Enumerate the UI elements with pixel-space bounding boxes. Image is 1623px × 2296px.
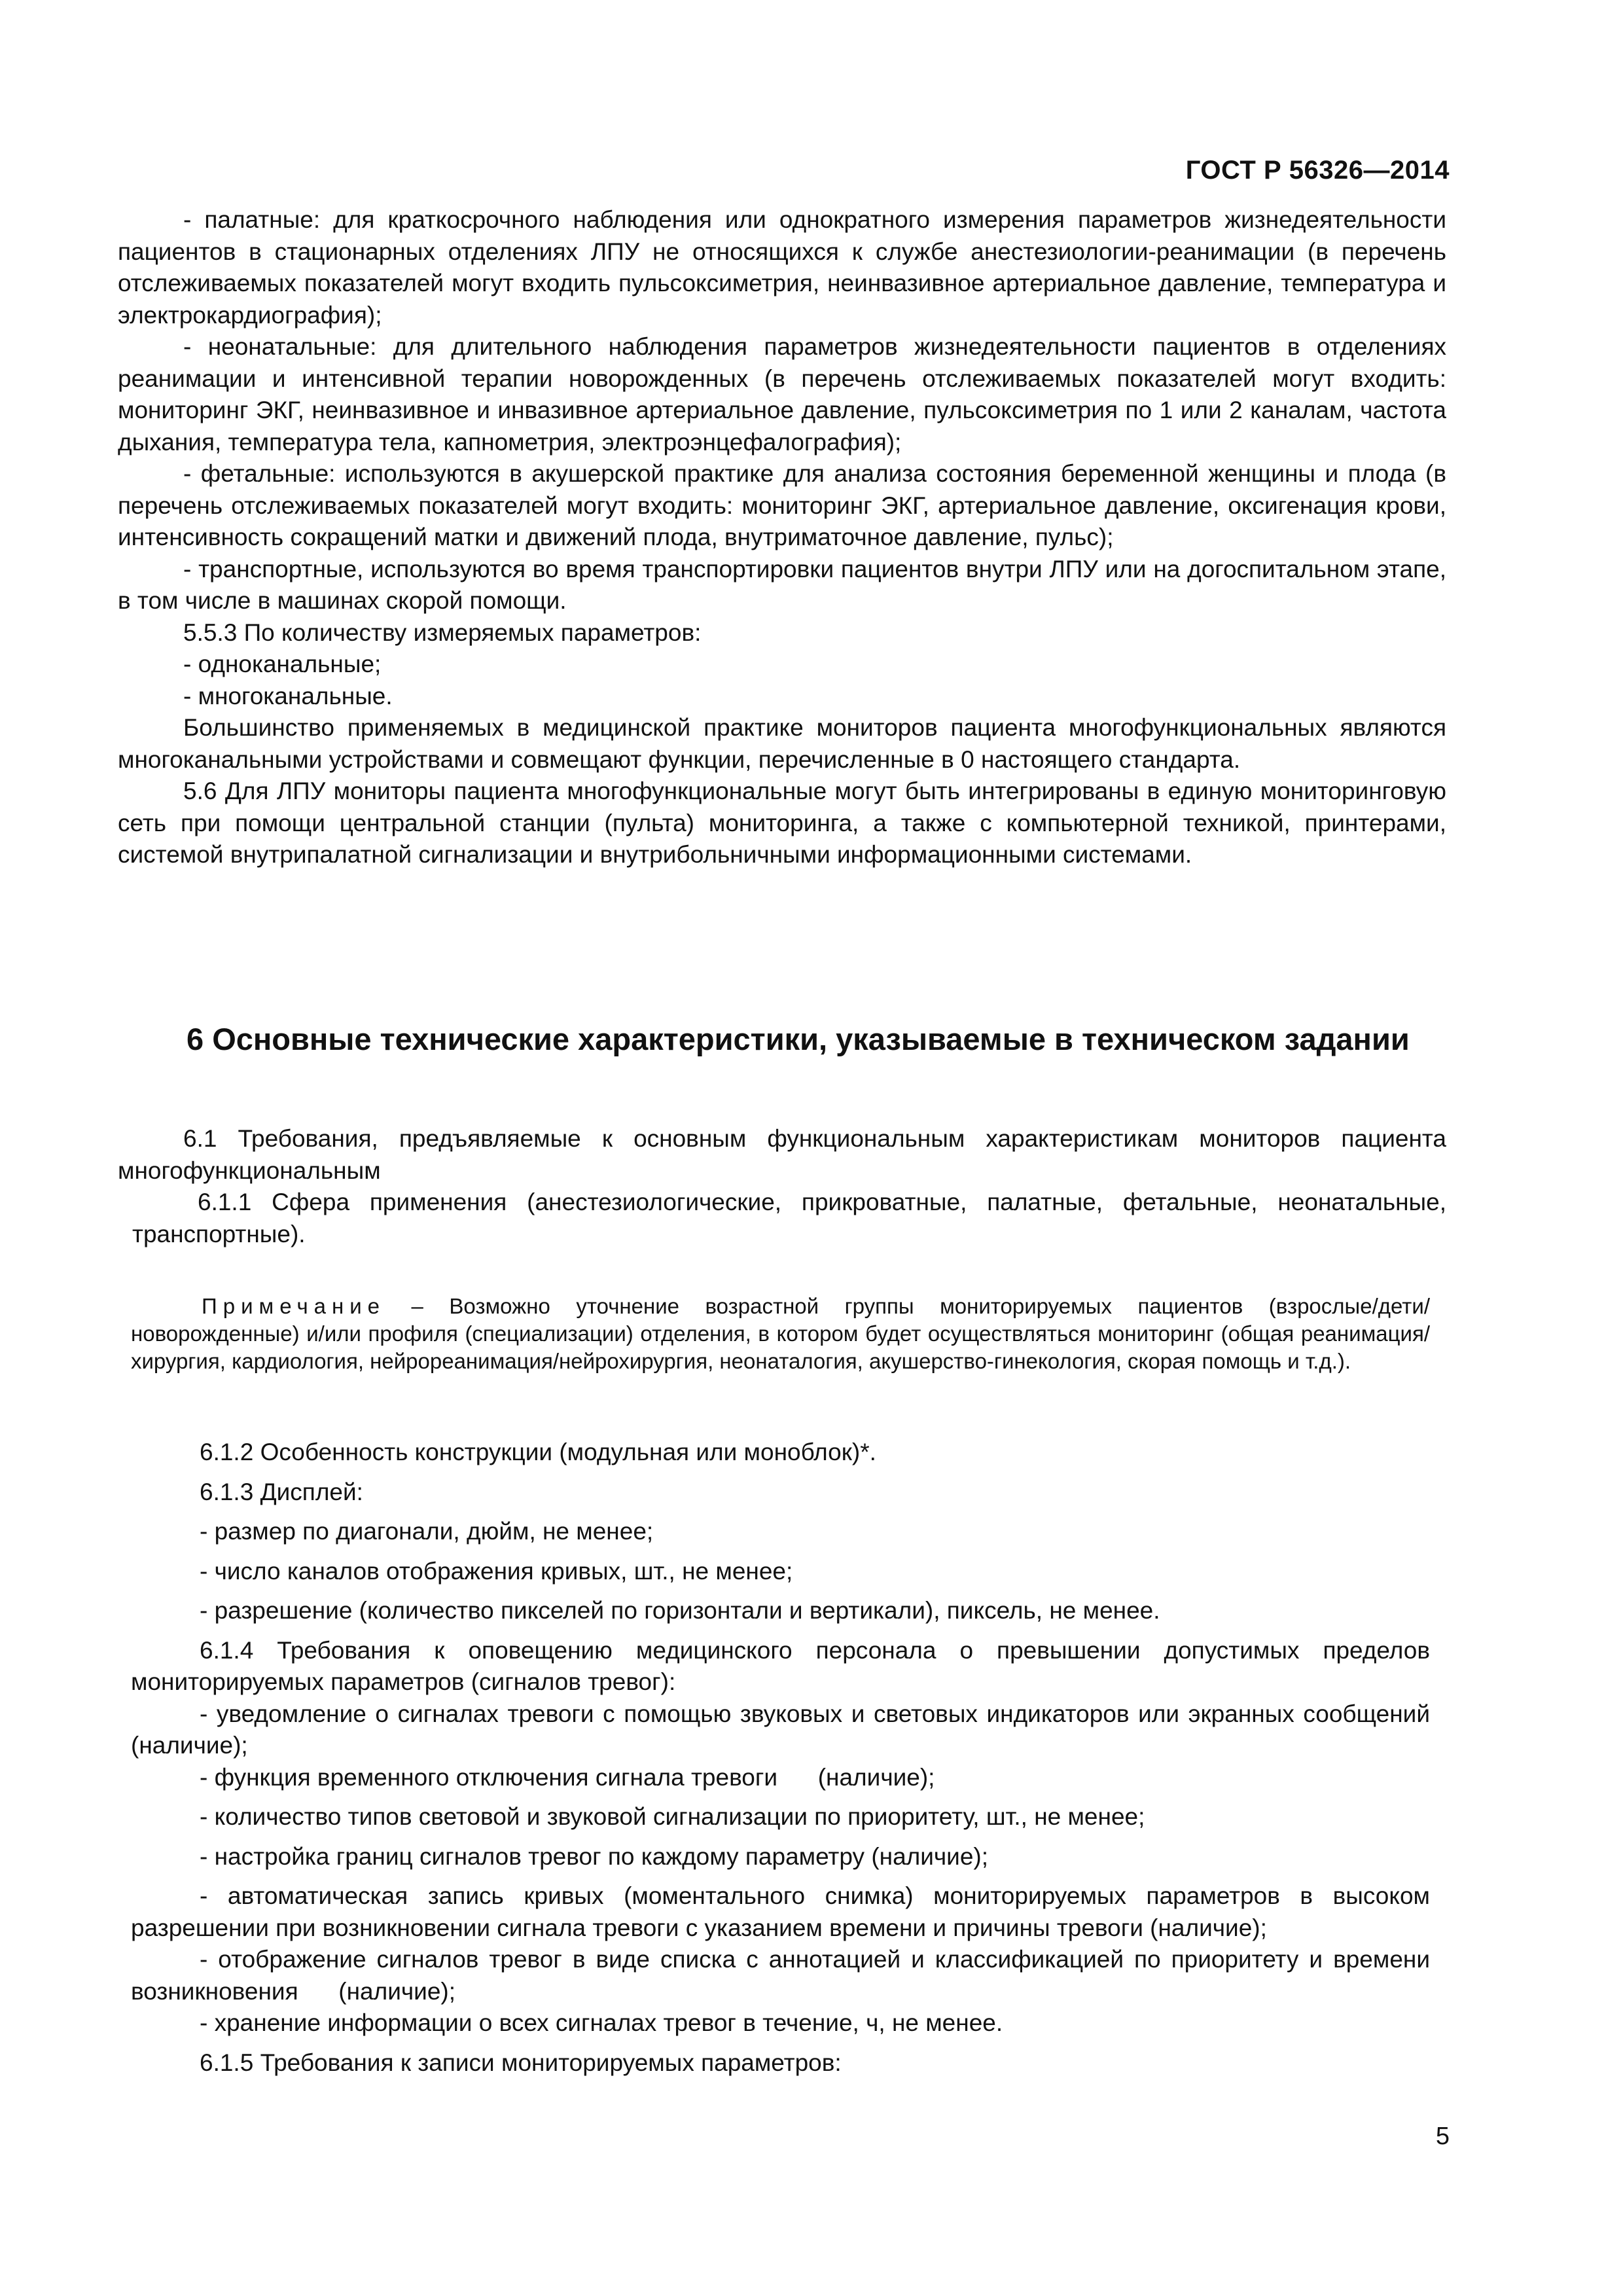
paragraph-6-1: 6.1 Требования, предъявляемые к основным функциональным характеристикам мониторов пациента многофункциональным (118, 1125, 1446, 1184)
paragraph-majority-monitors: Большинство применяемых в медицинской практике мониторов пациента многофункциональных являются многоканальными устройствами и совмещают функции, перечисленные в 0 настоящего стандарта. (118, 714, 1446, 773)
section-5-text (118, 204, 1446, 871)
list-item-alarm-list: - отображение сигналов тревог в виде списка с аннотацией и классификацией по приоритету и времени возникновения (наличие); (131, 1946, 1437, 2005)
note-block (131, 1293, 1430, 1375)
paragraph-5-6: 5.6 Для ЛПУ мониторы пациента многофункциональные могут быть интегрированы в единую мониторинговую сеть при помощи центральной станции (пульта) мониторинга, а также с компьютерной техникой, принтерами, системой внутрипалатной сигнализации и внутрибольничными информационными системами. (118, 778, 1446, 868)
list-item-display-resolution: - разрешение (количество пикселей по горизонтали и вертикали), пиксель, не менее. (200, 1597, 1160, 1624)
paragraph-6-1-3: 6.1.3 Дисплей: (200, 1478, 363, 1505)
note-text: – Возможно уточнение возрастной группы мониторируемых пациентов (взрослые/дети/новорожденные) и/или профиля (специализации) отделения, в котором будет осуществляться мониторинг (общая реанимация/хирургия, кардиология, нейрореанимация/нейрохирургия, неонаталогия, акушерство-гинекология, скорая помощь и т.д.). (131, 1294, 1430, 1373)
section-6-heading: 6 Основные технические характеристики, указываемые в техническом задании (187, 1022, 1410, 1056)
paragraph-fetalnye: - фетальные: используются в акушерской практике для анализа состояния беременной женщины и плода (в перечень отслеживаемых показателей могут входить: мониторинг ЭКГ, артериальное давление, оксигенация крови, интенсивность сокращений матки и движений плода, внутриматочное давление, пульс); (118, 460, 1446, 550)
paragraph-6-1-2: 6.1.2 Особенность конструкции (модульная или моноблок)*. (200, 1439, 876, 1465)
list-item-display-diagonal: - размер по диагонали, дюйм, не менее; (200, 1518, 654, 1545)
page-number: 5 (1435, 2123, 1450, 2150)
paragraph-6-1-1: 6.1.1 Сфера применения (анестезиологические, прикроватные, палатные, фетальные, неонатальные, транспортные). (132, 1189, 1446, 1247)
list-item-alarm-snapshot: - автоматическая запись кривых (моментального снимка) мониторируемых параметров в высоком разрешении при возникновении сигнала тревоги с указанием времени и причины тревоги (наличие); (131, 1882, 1430, 1941)
list-item-display-channels: - число каналов отображения кривых, шт., не менее; (200, 1557, 793, 1585)
section-6-items (131, 1437, 1437, 2087)
list-item-alarm-storage: - хранение информации о всех сигналах тревог в течение, ч, не менее. (200, 2009, 1003, 2036)
list-item-alarm-notification: - уведомление о сигналах тревоги с помощью звуковых и световых индикаторов или экранных сообщений (наличие); (131, 1700, 1430, 1759)
document-number-header: ГОСТ Р 56326—2014 (1185, 156, 1450, 185)
paragraph-5-5-3: 5.5.3 По количеству измеряемых параметров: (183, 619, 702, 646)
list-item-alarm-priority-types: - количество типов световой и звуковой сигнализации по приоритету, шт., не менее; (200, 1803, 1145, 1830)
list-item-single-channel: - одноканальные; (183, 651, 382, 677)
section-6-intro (118, 1123, 1446, 1250)
paragraph-transportnye: - транспортные, используются во время транспортировки пациентов внутри ЛПУ или на догоспитальном этапе, в том числе в машинах скорой помощи. (118, 555, 1446, 614)
list-item-alarm-mute: - функция временного отключения сигнала тревоги (наличие); (200, 1763, 935, 1791)
paragraph-6-1-4: 6.1.4 Требования к оповещению медицинского персонала о превышении допустимых пределов мониторируемых параметров (сигналов тревог): (131, 1636, 1430, 1695)
note-label: Примечание (202, 1294, 386, 1318)
paragraph-6-1-5: 6.1.5 Требования к записи мониторируемых параметров: (200, 2049, 842, 2076)
paragraph-palatnye: - палатные: для краткосрочного наблюдения или однократного измерения параметров жизнедеятельности пациентов в стационарных отделениях ЛПУ не относящихся к службе анестезиологии-реанимации (в перечень отслеживаемых показателей могут входить пульсоксиметрия, неинвазивное артериальное давление, температура и электрокардиография); (118, 206, 1446, 329)
paragraph-neonatalnye: - неонатальные: для длительного наблюдения параметров жизнедеятельности пациентов в отделениях реанимации и интенсивной терапии новорожденных (в перечень отслеживаемых показателей могут входить: мониторинг ЭКГ, неинвазивное и инвазивное артериальное давление, пульсоксиметрия по 1 или 2 каналам, частота дыхания, температура тела, капнометрия, электроэнцефалография); (118, 333, 1446, 456)
list-item-multi-channel: - многоканальные. (183, 682, 393, 709)
list-item-alarm-limits: - настройка границ сигналов тревог по каждому параметру (наличие); (200, 1842, 989, 1870)
